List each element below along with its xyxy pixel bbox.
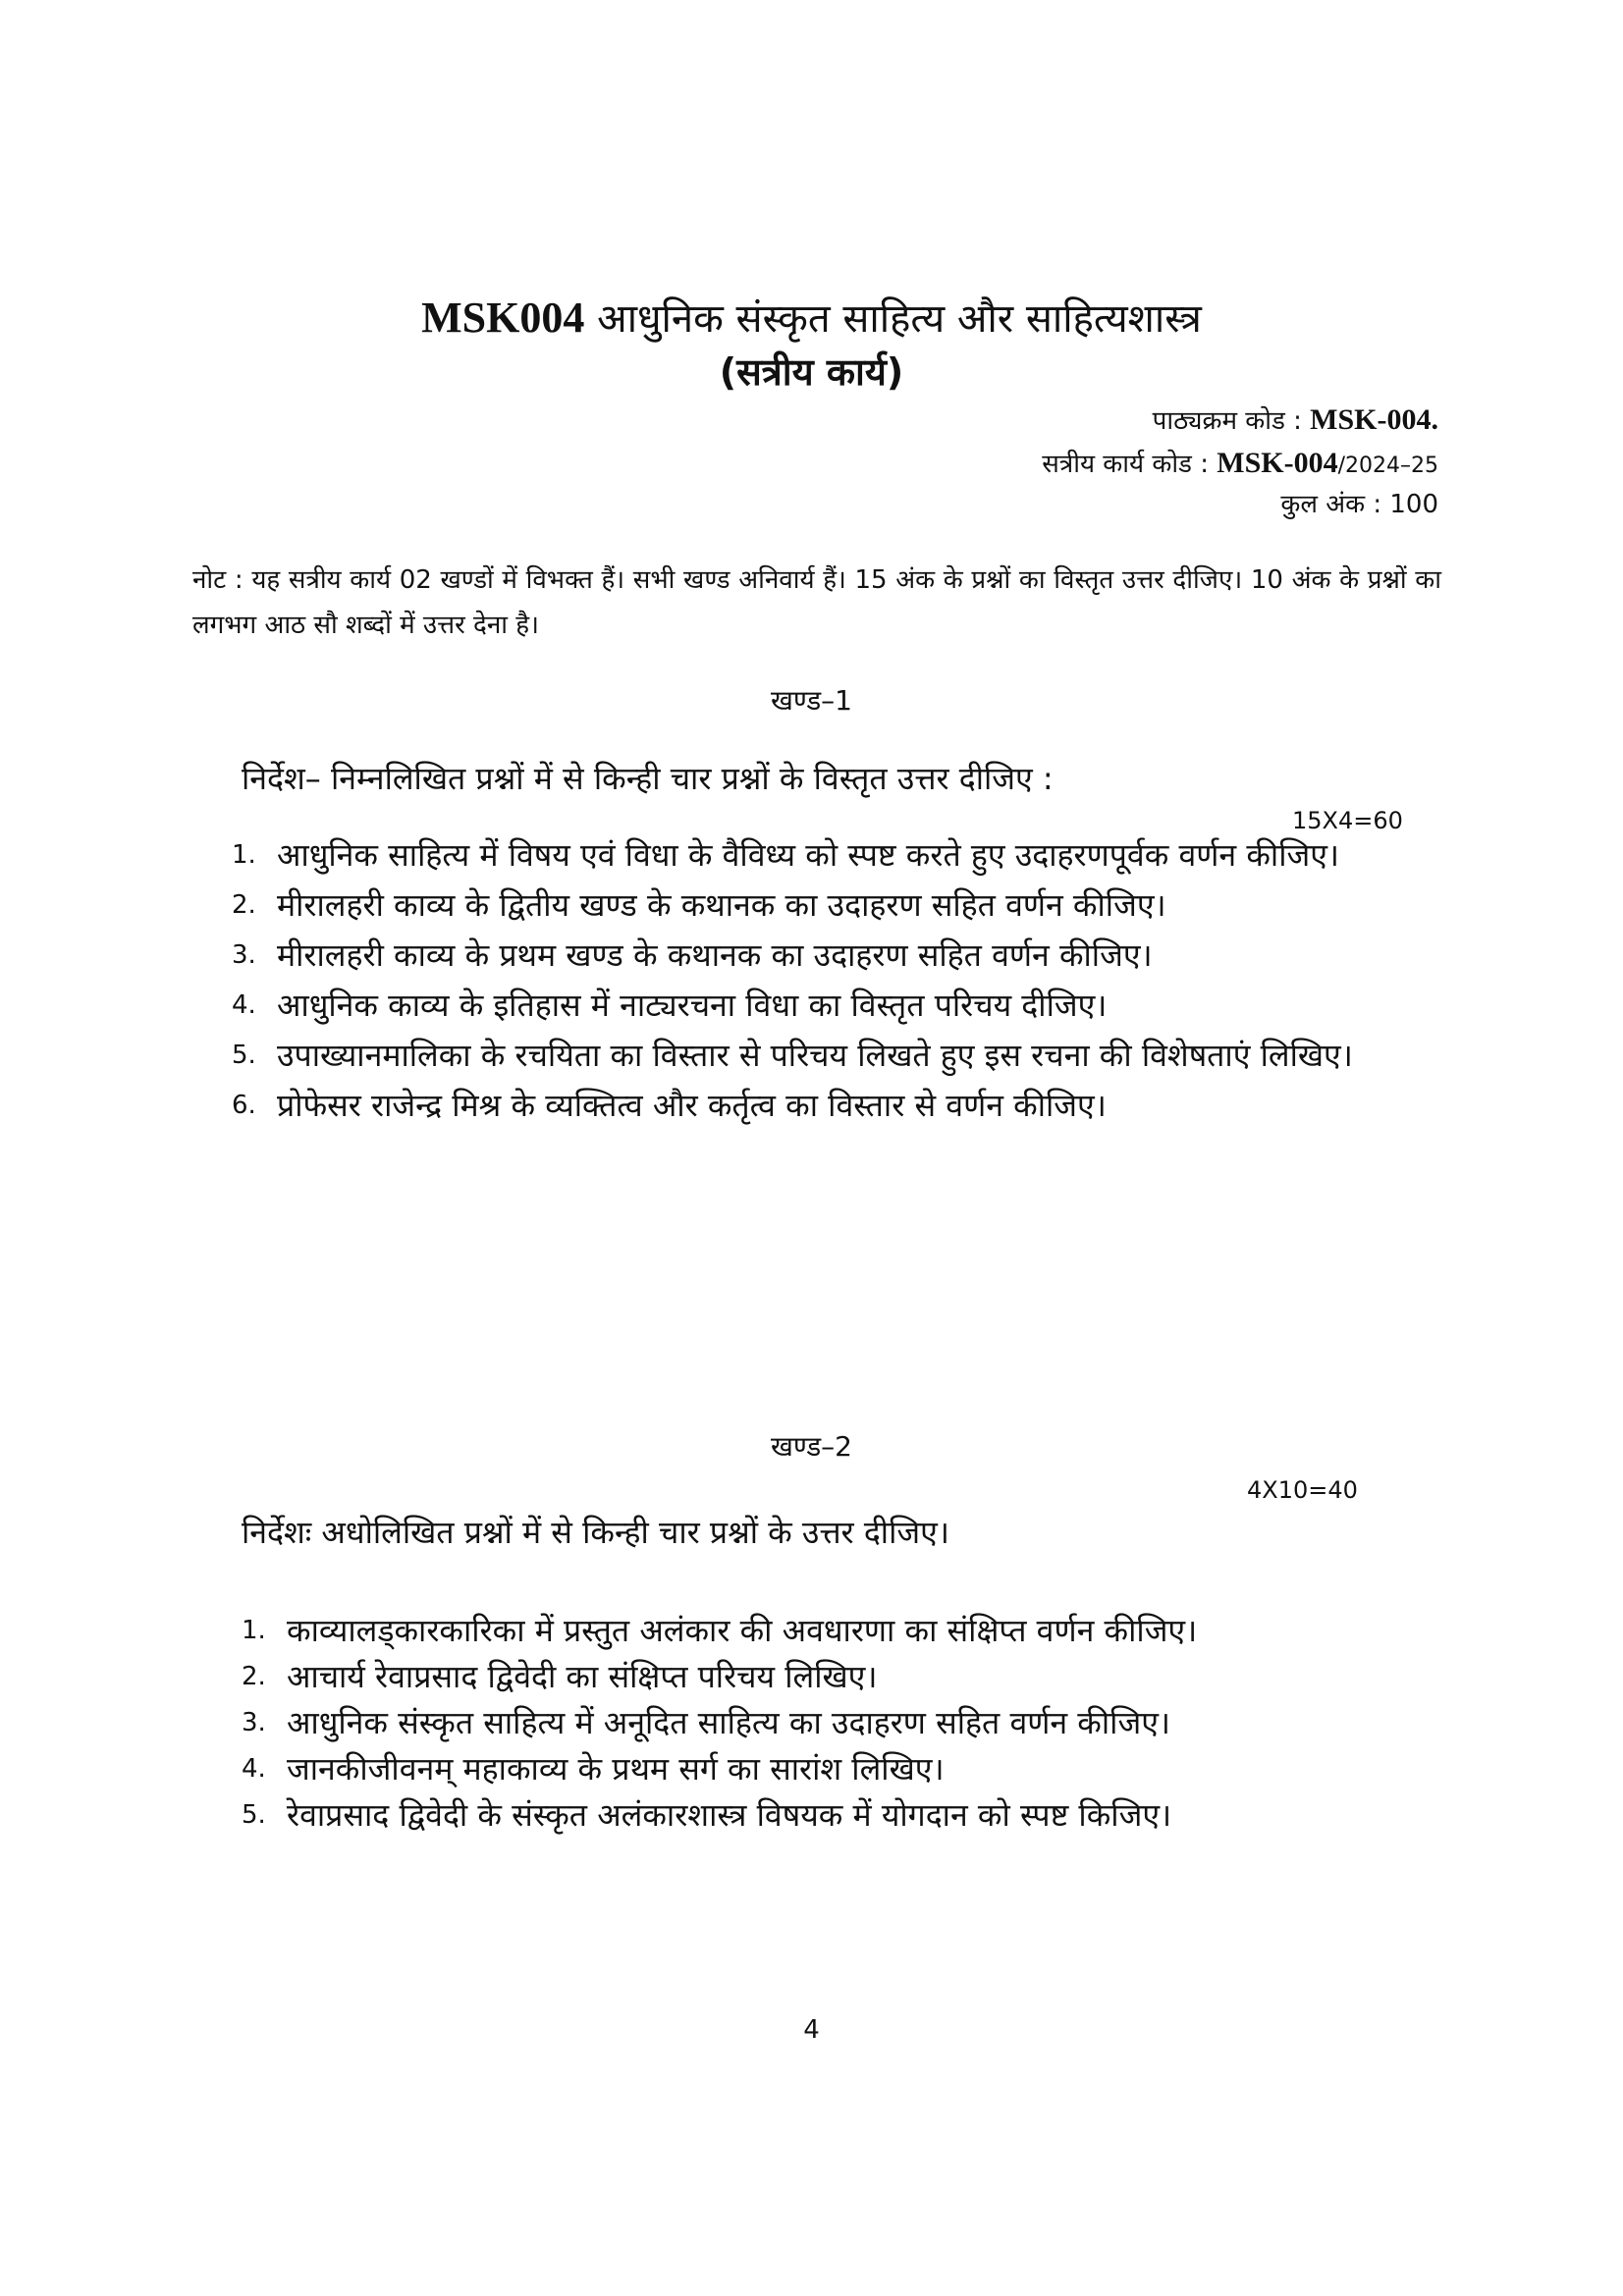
question-text: आचार्य रेवाप्रसाद द्विवेदी का संक्षिप्त परिचय लिखिए। bbox=[287, 1658, 878, 1695]
list-item bbox=[232, 1083, 1441, 1129]
section-1-marks: 15X4=60 bbox=[1292, 807, 1403, 834]
question-number: 3. bbox=[242, 1708, 266, 1737]
course-title-text: आधुनिक संस्कृत साहित्य और साहित्यशास्त्र bbox=[597, 296, 1202, 342]
list-item bbox=[242, 1746, 1410, 1792]
question-text: आधुनिक साहित्य में विषय एवं विधा के वैविध्य को स्पष्ट करते हुए उदाहरणपूर्वक वर्णन कीजिए। bbox=[277, 836, 1340, 874]
list-item bbox=[232, 933, 1441, 979]
note-paragraph: नोट : यह सत्रीय कार्य 02 खण्डों में विभक्त हैं। सभी खण्ड अनिवार्य हैं। 15 अंक के प्रश्नों का विस्तृत उत्तर दीजिए। 10 अंक के प्रश्नों का लगभग आठ सौ शब्दों में उत्तर देना है। bbox=[192, 565, 1441, 640]
assignment-code-value: MSK-004 bbox=[1217, 447, 1338, 479]
section-2-instruction: निर्देशः अधोलिखित प्रश्नों में से किन्ही चार प्रश्नों के उत्तर दीजिए। bbox=[242, 1514, 949, 1551]
assignment-code-label: सत्रीय कार्य कोड : bbox=[1042, 450, 1209, 479]
question-text: प्रोफेसर राजेन्द्र मिश्र के व्यक्तित्व और कर्तृत्व का विस्तार से वर्णन कीजिए। bbox=[277, 1087, 1107, 1124]
section-2-questions bbox=[242, 1608, 1410, 1839]
question-number: 4. bbox=[242, 1754, 266, 1784]
question-text: रेवाप्रसाद द्विवेदी के संस्कृत अलंकारशास्त्र विषयक में योगदान को स्पष्ट किजिए। bbox=[287, 1796, 1172, 1834]
question-number: 6. bbox=[232, 1091, 256, 1120]
question-text: मीरालहरी काव्य के प्रथम खण्ड के कथानक का उदाहरण सहित वर्णन कीजिए। bbox=[277, 936, 1153, 974]
list-item bbox=[242, 1792, 1410, 1839]
question-number: 2. bbox=[242, 1662, 266, 1691]
question-number: 3. bbox=[232, 940, 256, 970]
section-2-heading: खण्ड–2 bbox=[771, 1430, 852, 1463]
list-item bbox=[242, 1654, 1410, 1700]
section-1-instruction: निर्देश– निम्नलिखित प्रश्नों में से किन्ही चार प्रश्नों के विस्तृत उत्तर दीजिए : bbox=[242, 760, 1054, 797]
list-item bbox=[232, 882, 1441, 929]
question-text: काव्यालड्कारकारिका में प्रस्तुत अलंकार की अवधारणा का संक्षिप्त वर्णन कीजिए। bbox=[287, 1612, 1198, 1649]
list-item bbox=[242, 1608, 1410, 1654]
section-2-marks: 4X10=40 bbox=[1247, 1476, 1358, 1504]
question-text: जानकीजीवनम् महाकाव्य के प्रथम सर्ग का सारांश लिखिए। bbox=[287, 1750, 945, 1788]
document-subtitle: (सत्रीय कार्य) bbox=[719, 350, 904, 394]
question-number: 1. bbox=[232, 840, 256, 870]
assignment-code-line bbox=[1042, 444, 1438, 486]
course-code-label: पाठ्यक्रम कोड : bbox=[1152, 406, 1302, 436]
course-code-line bbox=[1153, 400, 1438, 441]
question-number: 1. bbox=[242, 1616, 266, 1645]
total-marks: कुल अंक : 100 bbox=[1280, 490, 1438, 519]
page-number: 4 bbox=[803, 2015, 820, 2045]
document-title bbox=[0, 291, 1623, 347]
course-code-value: MSK-004. bbox=[1310, 403, 1438, 436]
question-text: मीरालहरी काव्य के द्वितीय खण्ड के कथानक का उदाहरण सहित वर्णन कीजिए। bbox=[277, 886, 1166, 924]
question-number: 5. bbox=[242, 1800, 266, 1830]
course-code-title: MSK004 bbox=[421, 294, 585, 342]
question-number: 2. bbox=[232, 890, 256, 920]
question-text: आधुनिक संस्कृत साहित्य में अनूदित साहित्य का उदाहरण सहित वर्णन कीजिए। bbox=[287, 1704, 1171, 1741]
question-number: 5. bbox=[232, 1041, 256, 1070]
question-text: आधुनिक काव्य के इतिहास में नाट्यरचना विधा का विस्तृत परिचय दीजिए। bbox=[277, 987, 1108, 1024]
section-1-questions bbox=[232, 832, 1441, 1133]
assignment-code-year: /2024–25 bbox=[1337, 454, 1438, 478]
section-1-heading: खण्ड–1 bbox=[771, 684, 852, 717]
list-item bbox=[232, 832, 1441, 879]
list-item bbox=[232, 1033, 1441, 1079]
list-item bbox=[242, 1700, 1410, 1746]
question-number: 4. bbox=[232, 990, 256, 1020]
list-item bbox=[232, 983, 1441, 1029]
question-text: उपाख्यानमालिका के रचयिता का विस्तार से परिचय लिखते हुए इस रचना की विशेषताएं लिखिए। bbox=[277, 1037, 1353, 1074]
